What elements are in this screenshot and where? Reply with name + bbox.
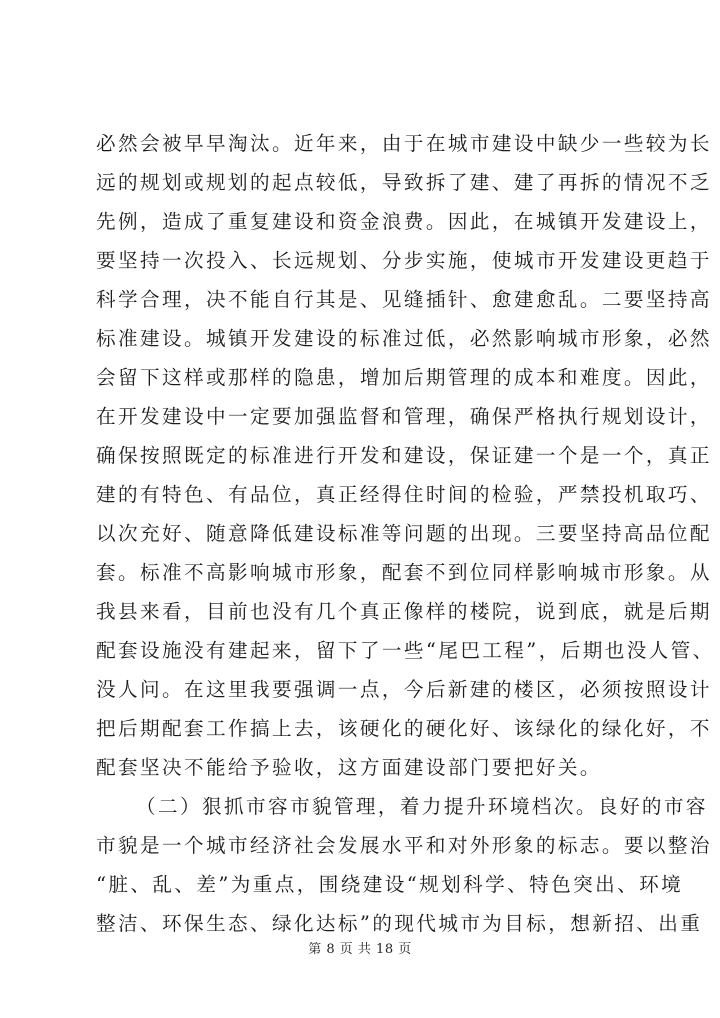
page-number-footer: 第 8 页 共 18 页 — [308, 942, 412, 957]
text-line: 以次充好、随意降低建设标准等问题的出现。三要坚持高品位配 — [96, 522, 712, 545]
text-line: 套。标准不高影响城市形象，配套不到位同样影响城市形象。从 — [96, 561, 712, 584]
text-line: 没人问。在这里我要强调一点，今后新建的楼区，必须按照设计 — [96, 678, 712, 701]
text-line: 在开发建设中一定要加强监督和管理，确保严格执行规划设计， — [96, 405, 712, 428]
text-line: 必然会被早早淘汰。近年来，由于在城市建设中缺少一些较为长 — [96, 132, 712, 155]
text-line: 会留下这样或那样的隐患，增加后期管理的成本和难度。因此， — [96, 366, 712, 389]
text-line: 建的有特色、有品位，真正经得住时间的检验，严禁投机取巧、 — [96, 483, 712, 506]
text-line: 配套坚决不能给予验收，这方面建设部门要把好关。 — [96, 756, 602, 779]
text-line: 把后期配套工作搞上去，该硬化的硬化好、该绿化的绿化好，不 — [96, 717, 712, 740]
text-line: 配套设施没有建起来，留下了一些“尾巴工程”，后期也没人管、 — [96, 639, 715, 662]
text-line: 标准建设。城镇开发建设的标准过低，必然影响城市形象，必然 — [96, 327, 712, 350]
text-line: 先例，造成了重复建设和资金浪费。因此，在城镇开发建设上， — [96, 210, 712, 233]
text-line: 我县来看，目前也没有几个真正像样的楼院，说到底，就是后期 — [96, 600, 712, 623]
text-line: 整洁、环保生态、绿化达标”的现代城市为目标，想新招、出重 — [96, 912, 703, 935]
text-line: 远的规划或规划的起点较低，导致拆了建、建了再拆的情况不乏 — [96, 171, 712, 194]
text-line: 市貌是一个城市经济社会发展水平和对外形象的标志。要以整治 — [96, 834, 712, 857]
paragraph-heading-line: （二）狠抓市容市貌管理，着力提升环境档次。良好的市容 — [136, 795, 708, 818]
text-line: “脏、乱、差”为重点，围绕建设“规划科学、特色突出、环境 — [96, 873, 684, 896]
text-line: 科学合理，决不能自行其是、见缝插针、愈建愈乱。二要坚持高 — [96, 288, 712, 311]
text-line: 要坚持一次投入、长远规划、分步实施，使城市开发建设更趋于 — [96, 249, 712, 272]
text-line: 确保按照既定的标准进行开发和建设，保证建一个是一个，真正 — [96, 444, 712, 467]
body-text — [96, 124, 715, 943]
